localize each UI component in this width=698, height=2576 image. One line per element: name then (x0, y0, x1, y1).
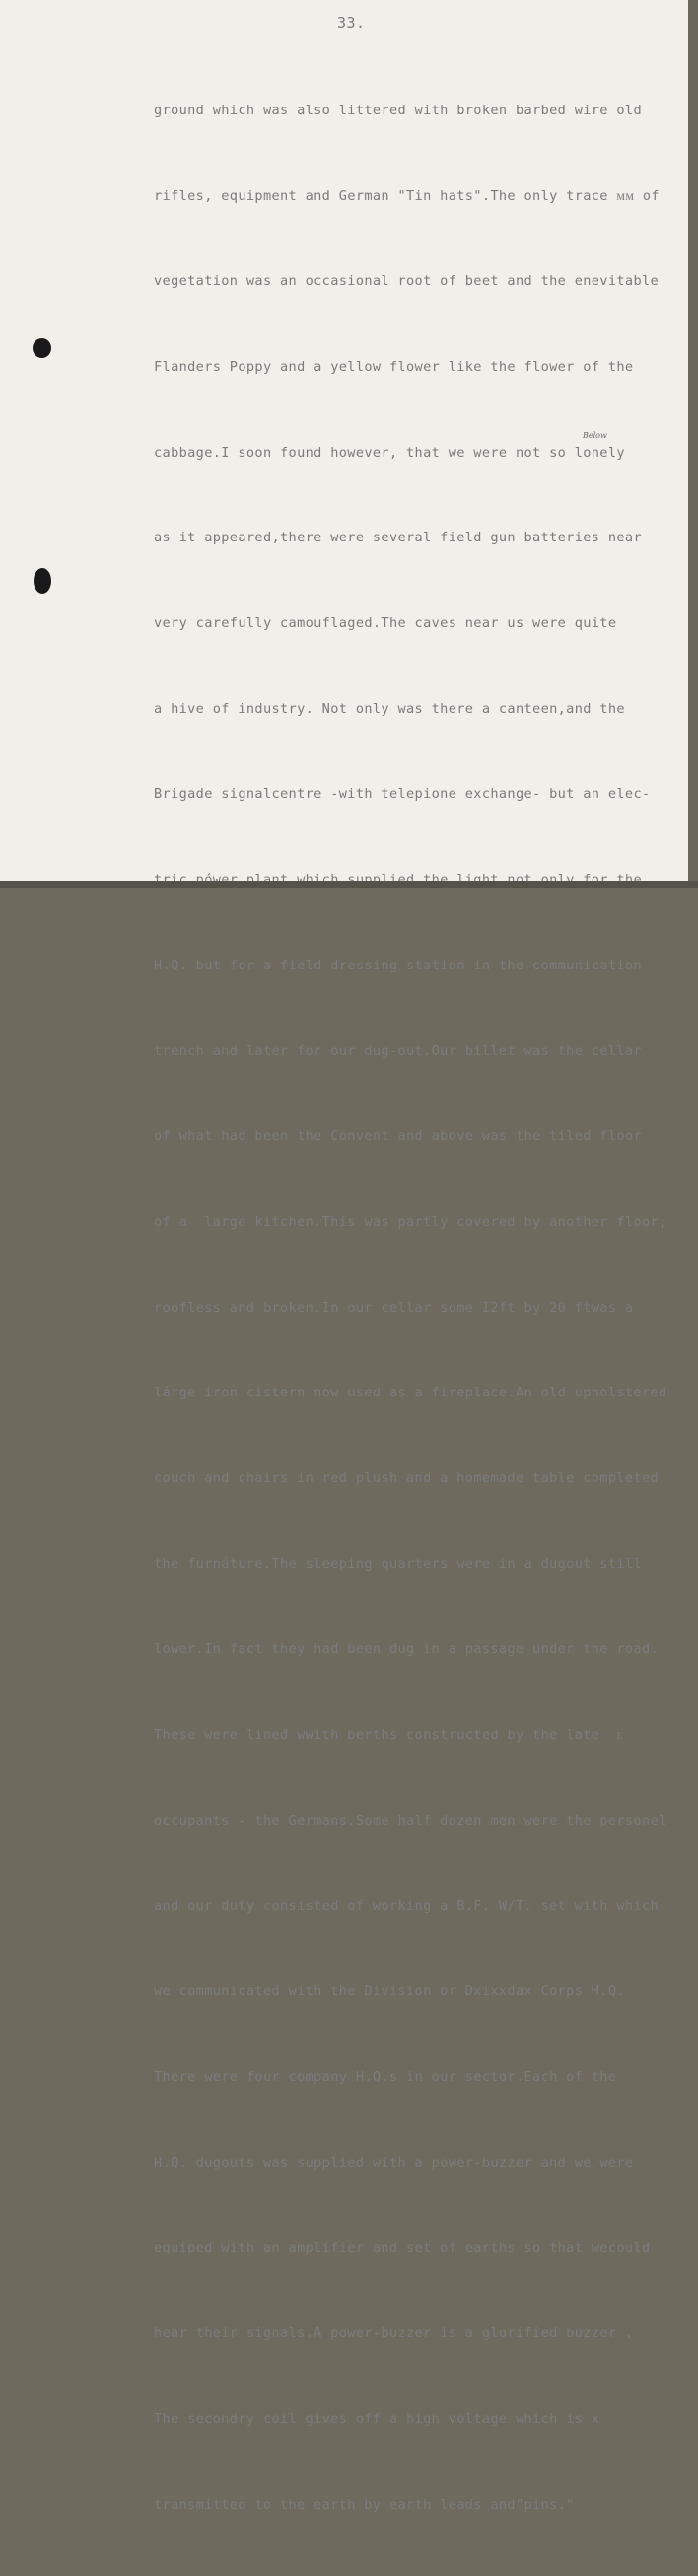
text-line: very carefully camouflaged.The caves near us were quite (154, 615, 617, 632)
text-line: hear their signals.A power-buzzer is a glorified buzzer , (154, 2326, 634, 2342)
text-line: we communicated with the Division or Dxixxdax Corps H.Q. (154, 1983, 625, 2000)
typed-body-text (154, 39, 678, 2576)
punch-hole-icon (34, 568, 51, 594)
text-line: H.Q. dugouts was supplied with a power-buzzer and we were (154, 2154, 634, 2171)
text-line: couch and chairs in red plush and a homemade table completed (154, 1470, 660, 1487)
text-line: lárge iron cistern now used as a fireplace.An old upholstered (154, 1385, 667, 1401)
text-line: The secondry coil gives off a high voltage which is x (154, 2410, 600, 2427)
text-line: equiped with an amplifier and set of earths so that wecould (154, 2240, 651, 2256)
text-line: vegetation was an occasional root of beet and the enevitable (154, 273, 660, 290)
punch-hole-icon (33, 338, 51, 358)
text-line: transmitted to the earth by earth leads and"pins." (154, 2496, 575, 2513)
text-line: cabbage.I soon found however, that we were not so lonely (154, 444, 625, 461)
text-line: There were four company H.Q.s in our sector.Each of the (154, 2068, 617, 2085)
background-edge-bottom (0, 881, 698, 888)
text-line: roofless and broken.In our cellar some I2ft by 20 ftwas a (154, 1299, 634, 1316)
text-line: rifles, equipment and German "Tin hats".The only trace ᴍᴍ of (154, 187, 660, 204)
text-line: lower.In fact they had been dug in a passage under the road. (154, 1641, 660, 1658)
text-line: a hive of industry. Not only was there a canteen,and the (154, 700, 625, 717)
text-line: Flanders Poppy and a yellow flower like the flower of the (154, 358, 634, 375)
page-number: 33. (337, 14, 366, 32)
text-line: occupants - the Germans.Some half dozen men were the personel (154, 1812, 667, 1828)
text-line: as it appeared,there were several field gun batteries near (154, 530, 642, 546)
text-line: and our duty consisted of working a B.F. W/T. set with which (154, 1897, 660, 1914)
text-line: ground which was also littered with broken barbed wire old (154, 102, 642, 118)
text-line: These were lined wwith berths constructed by the late ᴇ (154, 1727, 623, 1744)
background-edge-right (688, 0, 698, 888)
text-line: of a large kitchen.This was partly covered by another floor; (154, 1213, 667, 1230)
text-line: of what had been the Convent and above was the tiled floor (154, 1128, 642, 1145)
handwritten-annotation: Below (583, 431, 607, 440)
text-line: the furnáture.The sleeping quarters were in a dugout still (154, 1555, 642, 1572)
text-line: H.Q. but for a field dressing station in the communication (154, 957, 642, 973)
text-line: trench and later for our dug-out.Our billet was the cellar (154, 1042, 642, 1059)
text-line: Brigade signalcentre -with telepione exchange- but an elec- (154, 786, 651, 803)
